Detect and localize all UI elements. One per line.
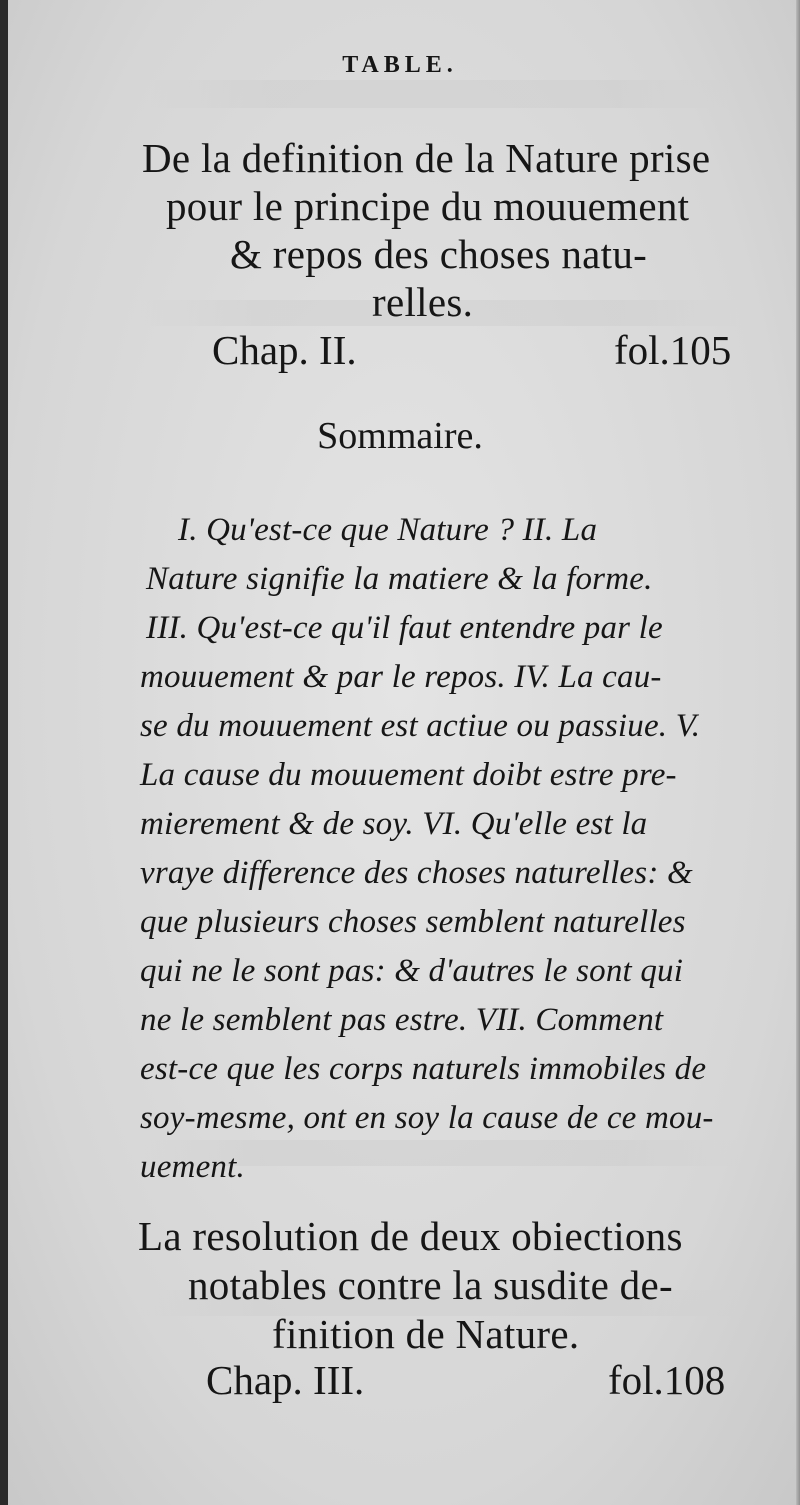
sommaire-line: III. Qu'est-ce qu'il faut entendre par le: [146, 610, 663, 646]
sommaire-line: uement.: [140, 1149, 245, 1185]
sommaire-line: soy-mesme, ont en soy la cause de ce mou-: [140, 1100, 714, 1136]
sommaire-line: I. Qu'est-ce que Nature ? II. La: [178, 512, 598, 548]
sommaire-title: Sommaire.: [317, 415, 483, 457]
running-head: TABLE.: [342, 52, 458, 78]
sommaire-line: mouuement & par le repos. IV. La cau-: [140, 659, 662, 695]
sommaire-line: qui ne le sont pas: & d'autres le sont qui: [140, 953, 684, 989]
sommaire-line: La cause du mouuement doibt estre pre-: [140, 757, 677, 793]
sommaire-line: Nature signifie la matiere & la forme.: [146, 561, 653, 597]
chapter-3-heading-line: La resolution de deux obiections: [138, 1213, 683, 1259]
sommaire-line: se du mouuement est actiue ou passiue. V.: [140, 708, 701, 744]
page-edge-right: [796, 0, 800, 1505]
show-through-mark: [150, 80, 730, 108]
page-edge-shadow: [0, 0, 8, 1505]
chapter-2-heading-line: De la definition de la Nature prise: [142, 135, 711, 181]
chapter-2-folio: fol.105: [614, 327, 732, 373]
chapter-3-heading-line: finition de Nature.: [272, 1311, 580, 1357]
chapter-2-heading-line: relles.: [372, 279, 474, 325]
sommaire-line: que plusieurs choses semblent naturelles: [140, 904, 686, 940]
sommaire-line: ne le semblent pas estre. VII. Comment: [140, 1002, 664, 1038]
sommaire-line: mierement & de soy. VI. Qu'elle est la: [140, 806, 648, 842]
sommaire-line: est-ce que les corps naturels immobiles de: [140, 1051, 707, 1087]
chapter-3-heading-line: notables contre la susdite de-: [188, 1262, 673, 1308]
chapter-2-heading-line: pour le principe du mouuement: [166, 183, 690, 229]
chapter-3-folio: fol.108: [608, 1357, 726, 1403]
chapter-3-number: Chap. III.: [206, 1357, 365, 1403]
chapter-2-number: Chap. II.: [212, 327, 357, 373]
sommaire-line: vraye difference des choses naturelles: &: [140, 855, 693, 891]
chapter-2-heading-line: & repos des choses natu-: [230, 231, 648, 277]
